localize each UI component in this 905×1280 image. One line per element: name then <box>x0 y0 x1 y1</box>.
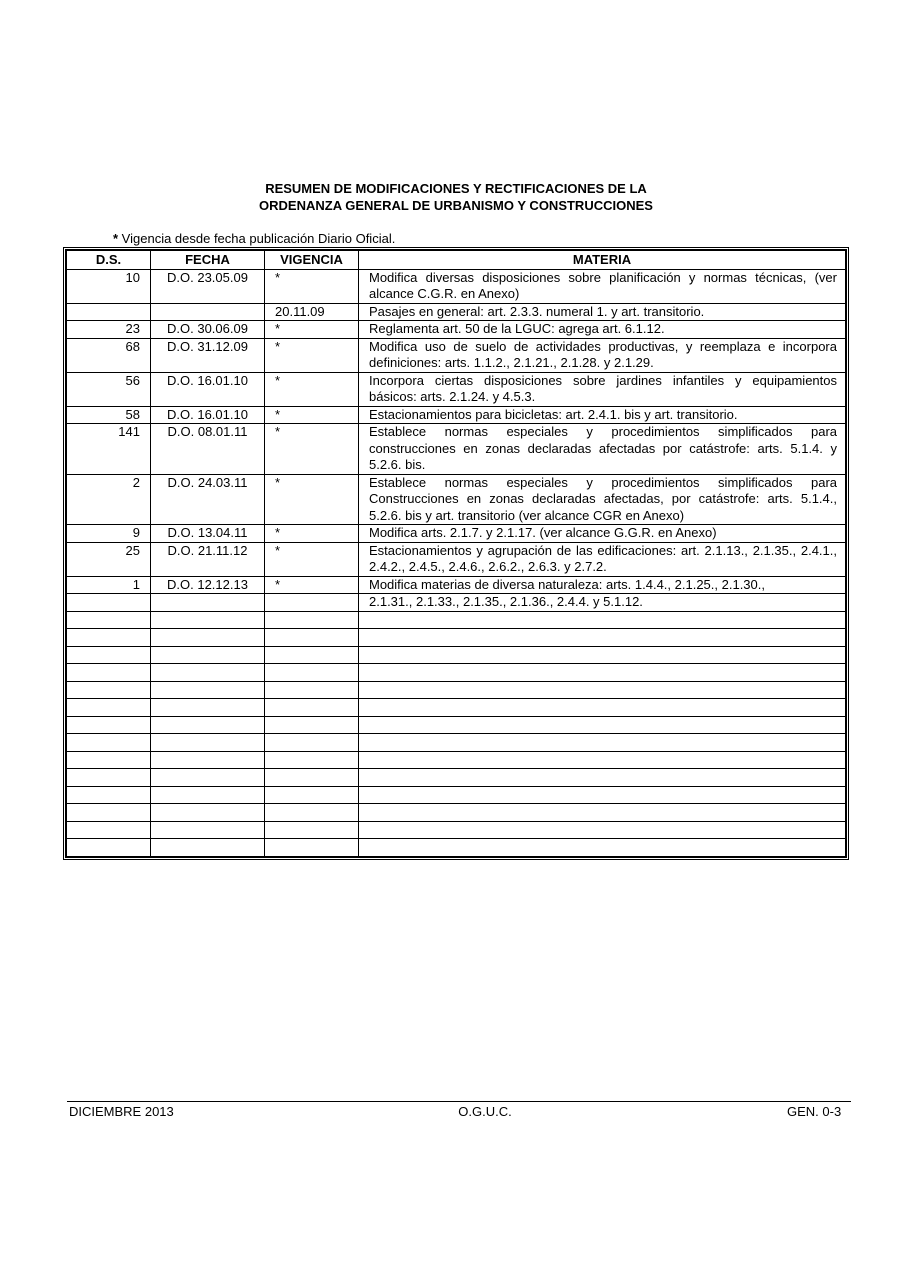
empty-cell <box>67 716 151 734</box>
empty-cell <box>359 821 846 839</box>
cell-materia: Estacionamientos y agrupación de las edificaciones: art. 2.1.13., 2.1.35., 2.4.1., 2.4.2., 2.4.5., 2.4.6., 2.6.2., 2.6.3. y 2.7.2. <box>359 542 846 576</box>
table-row <box>67 576 846 594</box>
cell-materia: Modifica arts. 2.1.7. y 2.1.17. (ver alcance G.G.R. en Anexo) <box>359 525 846 543</box>
empty-table-row <box>67 646 846 664</box>
empty-cell <box>67 646 151 664</box>
table-row <box>67 424 846 475</box>
cell-fecha: D.O. 08.01.11 <box>151 424 265 475</box>
cell-ds: 68 <box>67 338 151 372</box>
empty-table-row <box>67 664 846 682</box>
empty-cell <box>359 786 846 804</box>
cell-fecha: D.O. 23.05.09 <box>151 269 265 303</box>
cell-ds: 25 <box>67 542 151 576</box>
cell-materia: Estacionamientos para bicicletas: art. 2.4.1. bis y art. transitorio. <box>359 406 846 424</box>
footer-divider <box>67 1101 851 1102</box>
empty-cell <box>151 646 265 664</box>
cell-vigencia: * <box>265 338 359 372</box>
cell-materia: Modifica diversas disposiciones sobre planificación y normas técnicas, (ver alcance C.G.R. en Anexo) <box>359 269 846 303</box>
cell-materia: Modifica materias de diversa naturaleza: arts. 1.4.4., 2.1.25., 2.1.30., <box>359 576 846 594</box>
empty-table-row <box>67 804 846 822</box>
empty-cell <box>151 664 265 682</box>
empty-cell <box>151 769 265 787</box>
empty-cell <box>265 611 359 629</box>
title-line-2: ORDENANZA GENERAL DE URBANISMO Y CONSTRUCCIONES <box>259 198 653 213</box>
empty-cell <box>151 699 265 717</box>
empty-table-row <box>67 734 846 752</box>
document-title <box>0 180 905 214</box>
empty-cell <box>67 769 151 787</box>
cell-materia: Establece normas especiales y procedimientos simplificados para Construcciones en zonas declaradas afectadas, por catástrofe: arts. 5.1.4., 5.2.6. bis y art. transitorio (ver alcance CGR en Anexo) <box>359 474 846 525</box>
table-row <box>67 474 846 525</box>
cell-fecha <box>151 303 265 321</box>
cell-fecha: D.O. 31.12.09 <box>151 338 265 372</box>
table-row <box>67 594 846 612</box>
cell-fecha: D.O. 21.11.12 <box>151 542 265 576</box>
empty-cell <box>265 681 359 699</box>
cell-ds: 141 <box>67 424 151 475</box>
empty-table-row <box>67 629 846 647</box>
empty-cell <box>151 804 265 822</box>
note-text: Vigencia desde fecha publicación Diario Oficial. <box>118 231 396 246</box>
empty-table-row <box>67 751 846 769</box>
vigencia-note <box>113 231 395 247</box>
empty-cell <box>359 839 846 857</box>
cell-fecha: D.O. 16.01.10 <box>151 406 265 424</box>
empty-cell <box>151 839 265 857</box>
note-asterisk: * <box>113 231 119 246</box>
cell-materia: Establece normas especiales y procedimientos simplificados para construcciones en zonas declaradas afectadas por catástrofe: arts. 5.1.4. y 5.2.6. bis. <box>359 424 846 475</box>
modifications-table-frame <box>63 247 849 860</box>
empty-cell <box>151 751 265 769</box>
footer-document-code: O.G.U.C. <box>458 1104 512 1119</box>
cell-ds: 9 <box>67 525 151 543</box>
empty-table-row <box>67 821 846 839</box>
cell-vigencia: * <box>265 372 359 406</box>
empty-cell <box>359 804 846 822</box>
table-row <box>67 406 846 424</box>
empty-cell <box>359 681 846 699</box>
empty-cell <box>67 804 151 822</box>
cell-materia: 2.1.31., 2.1.33., 2.1.35., 2.1.36., 2.4.4. y 5.1.12. <box>359 594 846 612</box>
cell-materia: Reglamenta art. 50 de la LGUC: agrega art. 6.1.12. <box>359 321 846 339</box>
empty-cell <box>67 699 151 717</box>
cell-vigencia: * <box>265 406 359 424</box>
empty-table-row <box>67 786 846 804</box>
cell-vigencia: * <box>265 576 359 594</box>
cell-vigencia: * <box>265 269 359 303</box>
cell-ds <box>67 303 151 321</box>
cell-ds: 58 <box>67 406 151 424</box>
cell-vigencia: 20.11.09 <box>265 303 359 321</box>
table-row <box>67 372 846 406</box>
cell-ds <box>67 594 151 612</box>
title-line-1: RESUMEN DE MODIFICACIONES Y RECTIFICACIONES DE LA <box>265 181 647 196</box>
empty-cell <box>359 699 846 717</box>
empty-cell <box>151 611 265 629</box>
empty-table-row <box>67 699 846 717</box>
empty-cell <box>265 839 359 857</box>
empty-cell <box>67 734 151 752</box>
footer-page-number: GEN. 0-3 <box>787 1104 842 1119</box>
modifications-table <box>66 250 846 857</box>
empty-cell <box>265 664 359 682</box>
empty-cell <box>67 751 151 769</box>
cell-fecha: D.O. 24.03.11 <box>151 474 265 525</box>
cell-materia: Modifica uso de suelo de actividades productivas, y reemplaza e incorpora definiciones: arts. 1.1.2., 2.1.21., 2.1.28. y 2.1.29. <box>359 338 846 372</box>
empty-cell <box>67 629 151 647</box>
empty-cell <box>265 821 359 839</box>
table-row <box>67 525 846 543</box>
cell-vigencia: * <box>265 542 359 576</box>
empty-cell <box>265 769 359 787</box>
empty-cell <box>67 681 151 699</box>
table-row <box>67 321 846 339</box>
table-header-row <box>67 251 846 270</box>
cell-fecha <box>151 594 265 612</box>
empty-cell <box>265 786 359 804</box>
cell-vigencia: * <box>265 474 359 525</box>
empty-cell <box>265 629 359 647</box>
empty-cell <box>67 664 151 682</box>
empty-cell <box>265 734 359 752</box>
empty-cell <box>151 629 265 647</box>
cell-fecha: D.O. 16.01.10 <box>151 372 265 406</box>
empty-table-row <box>67 769 846 787</box>
empty-cell <box>359 734 846 752</box>
empty-cell <box>151 716 265 734</box>
cell-materia: Pasajes en general: art. 2.3.3. numeral 1. y art. transitorio. <box>359 303 846 321</box>
cell-ds: 2 <box>67 474 151 525</box>
empty-cell <box>151 821 265 839</box>
empty-cell <box>265 751 359 769</box>
empty-table-row <box>67 839 846 857</box>
empty-cell <box>67 821 151 839</box>
cell-ds: 1 <box>67 576 151 594</box>
table-row <box>67 269 846 303</box>
empty-cell <box>67 786 151 804</box>
table-row <box>67 542 846 576</box>
empty-table-row <box>67 681 846 699</box>
cell-vigencia <box>265 594 359 612</box>
header-materia: MATERIA <box>359 251 846 270</box>
cell-vigencia: * <box>265 525 359 543</box>
empty-cell <box>265 699 359 717</box>
table-body <box>67 269 846 856</box>
empty-cell <box>359 611 846 629</box>
cell-vigencia: * <box>265 321 359 339</box>
empty-cell <box>151 734 265 752</box>
cell-fecha: D.O. 30.06.09 <box>151 321 265 339</box>
empty-cell <box>67 611 151 629</box>
empty-table-row <box>67 716 846 734</box>
empty-cell <box>359 716 846 734</box>
empty-table-row <box>67 611 846 629</box>
cell-vigencia: * <box>265 424 359 475</box>
cell-ds: 23 <box>67 321 151 339</box>
cell-materia: Incorpora ciertas disposiciones sobre jardines infantiles y equipamientos básicos: arts. 2.1.24. y 4.5.3. <box>359 372 846 406</box>
footer-date: DICIEMBRE 2013 <box>69 1104 174 1119</box>
empty-cell <box>265 646 359 664</box>
table-row <box>67 303 846 321</box>
empty-cell <box>151 786 265 804</box>
empty-cell <box>359 664 846 682</box>
empty-cell <box>67 839 151 857</box>
cell-fecha: D.O. 13.04.11 <box>151 525 265 543</box>
empty-cell <box>359 769 846 787</box>
empty-cell <box>359 629 846 647</box>
header-fecha: FECHA <box>151 251 265 270</box>
header-ds: D.S. <box>67 251 151 270</box>
header-vigencia: VIGENCIA <box>265 251 359 270</box>
empty-cell <box>359 646 846 664</box>
empty-cell <box>151 681 265 699</box>
cell-fecha: D.O. 12.12.13 <box>151 576 265 594</box>
cell-ds: 10 <box>67 269 151 303</box>
empty-cell <box>265 804 359 822</box>
empty-cell <box>265 716 359 734</box>
cell-ds: 56 <box>67 372 151 406</box>
empty-cell <box>359 751 846 769</box>
table-row <box>67 338 846 372</box>
